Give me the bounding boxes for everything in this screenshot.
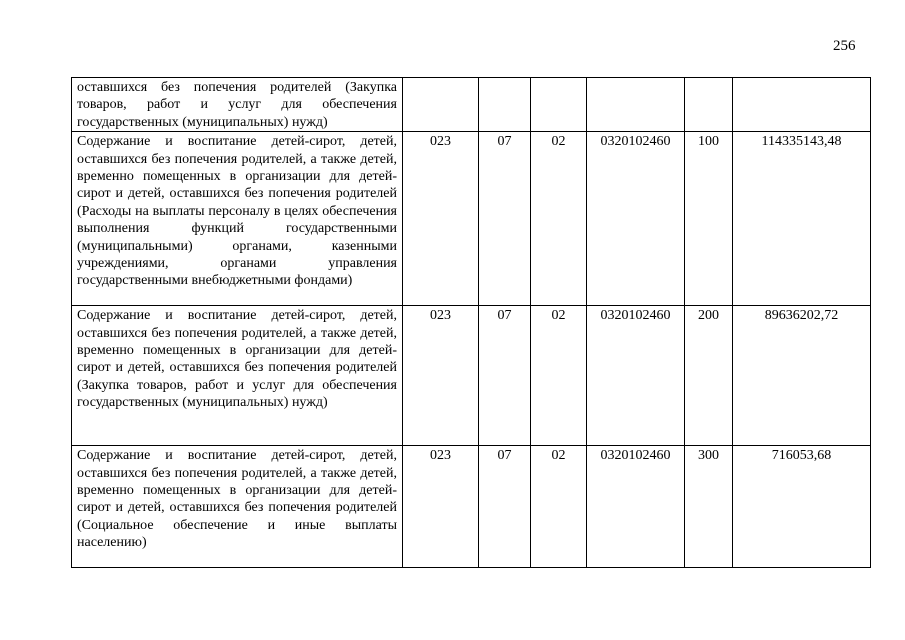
amount [733, 78, 871, 132]
expense-type-code [685, 78, 733, 132]
table-row [72, 446, 871, 568]
subsection-code: 02 [531, 306, 587, 446]
table-row [72, 132, 871, 306]
target-article-code [587, 78, 685, 132]
section-code: 07 [479, 446, 531, 568]
amount: 89636202,72 [733, 306, 871, 446]
subsection-code: 02 [531, 132, 587, 306]
target-article-code: 0320102460 [587, 306, 685, 446]
row-description: Содержание и воспитание детей-сирот, детей, оставшихся без попечения родителей, а также детей, временно помещенных в организации для детей-сирот и детей, оставшихся без попечения родителей (Социальное обеспечение и иные выплаты населению) [72, 446, 403, 568]
section-code: 07 [479, 306, 531, 446]
row-description: Содержание и воспитание детей-сирот, детей, оставшихся без попечения родителей, а также детей, временно помещенных в организации для детей-сирот и детей, оставшихся без попечения родителей (Расходы на выплаты персоналу в целях обеспечения выполнения функций государственными (муниципальными) органами, казенными учреждениями, органами управления государственными внебюджетными фондами) [72, 132, 403, 306]
section-code [479, 78, 531, 132]
page-number: 256 [833, 38, 856, 54]
row-description: оставшихся без попечения родителей (Закупка товаров, работ и услуг для обеспечения государственных (муниципальных) нужд) [72, 78, 403, 132]
ministry-code: 023 [403, 446, 479, 568]
expense-type-code: 300 [685, 446, 733, 568]
table-row [72, 306, 871, 446]
target-article-code: 0320102460 [587, 446, 685, 568]
target-article-code: 0320102460 [587, 132, 685, 306]
ministry-code: 023 [403, 306, 479, 446]
expense-type-code: 200 [685, 306, 733, 446]
ministry-code [403, 78, 479, 132]
amount: 114335143,48 [733, 132, 871, 306]
table-row [72, 78, 871, 132]
subsection-code: 02 [531, 446, 587, 568]
ministry-code: 023 [403, 132, 479, 306]
expense-type-code: 100 [685, 132, 733, 306]
amount: 716053,68 [733, 446, 871, 568]
row-description: Содержание и воспитание детей-сирот, детей, оставшихся без попечения родителей, а также детей, временно помещенных в организации для детей-сирот и детей, оставшихся без попечения родителей (Закупка товаров, работ и услуг для обеспечения государственных (муниципальных) нужд) [72, 306, 403, 446]
budget-table [71, 77, 871, 568]
subsection-code [531, 78, 587, 132]
section-code: 07 [479, 132, 531, 306]
